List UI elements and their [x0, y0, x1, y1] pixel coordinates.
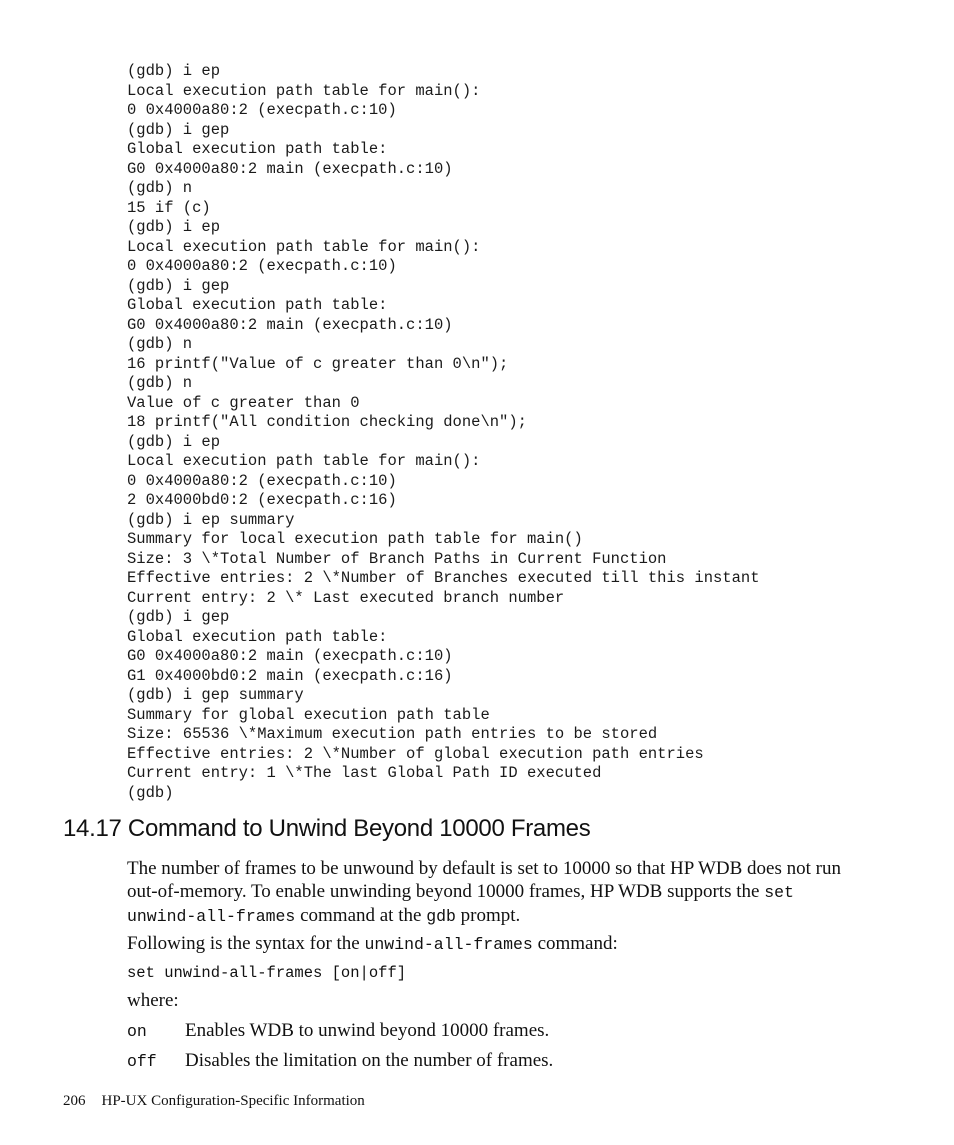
where-label: where: [127, 990, 179, 1011]
code-line: Summary for global execution path table [127, 705, 490, 724]
code-line: Value of c greater than 0 [127, 393, 360, 412]
page-number: 206 [63, 1093, 86, 1109]
section-heading: 14.17 Command to Unwind Beyond 10000 Frames [63, 815, 591, 842]
code-line: Local execution path table for main(): [127, 237, 481, 256]
unwind-all-frames-code: unwind-all-frames [364, 935, 533, 954]
code-line: Effective entries: 2 \*Number of global execution path entries [127, 744, 704, 763]
code-line: G0 0x4000a80:2 main (execpath.c:10) [127, 159, 453, 178]
code-line: (gdb) n [127, 374, 193, 392]
code-line: 18 printf("All condition checking done\n"); [127, 413, 527, 431]
code-line: 15 if (c) [127, 198, 211, 217]
definition-term: off [127, 1052, 157, 1071]
intro-paragraph [127, 857, 867, 928]
code-line: (gdb) i ep [127, 218, 221, 236]
syntax-intro-text-1: Following is the syntax for the [127, 933, 365, 954]
intro-text-1: The number of frames to be unwound by default is set to 10000 so that HP WDB does not run out-of-memory. To enable unwinding beyond 10000 frames, HP WDB supports the [127, 858, 841, 902]
code-line: Current entry: 1 \*The last Global Path ID executed [127, 764, 602, 782]
code-line: (gdb) i gep [127, 608, 230, 626]
code-line: G0 0x4000a80:2 main (execpath.c:10) [127, 647, 453, 665]
code-line: (gdb) i gep [127, 120, 230, 139]
syntax-intro-text-2: command: [532, 933, 618, 954]
code-line: (gdb) [127, 783, 174, 802]
code-line: Local execution path table for main(): [127, 452, 481, 470]
code-line: Effective entries: 2 \*Number of Branches executed till this instant [127, 569, 760, 587]
code-line: G0 0x4000a80:2 main (execpath.c:10) [127, 315, 453, 334]
gdb-code: gdb [426, 907, 456, 926]
set-unwind-all-frames-code: set unwind-all-frames [127, 883, 794, 926]
definition-description: Enables WDB to unwind beyond 10000 frames. [185, 1020, 550, 1041]
chapter-title: HP-UX Configuration-Specific Information [101, 1093, 365, 1109]
code-line: Global execution path table: [127, 627, 388, 646]
definition-term: on [127, 1022, 147, 1041]
code-line: G1 0x4000bd0:2 main (execpath.c:16) [127, 666, 453, 685]
code-line: Global execution path table: [127, 140, 388, 158]
code-line: 0 0x4000a80:2 (execpath.c:10) [127, 471, 397, 490]
code-line: (gdb) i gep summary [127, 686, 304, 704]
definition-description: Disables the limitation on the number of frames. [185, 1050, 554, 1071]
code-line: 2 0x4000bd0:2 (execpath.c:16) [127, 491, 397, 509]
code-line: Summary for local execution path table for main() [127, 530, 583, 548]
code-line: (gdb) n [127, 179, 193, 197]
code-line: (gdb) i ep [127, 62, 221, 80]
code-line: Size: 3 \*Total Number of Branch Paths in Current Function [127, 549, 667, 568]
intro-text-3: prompt. [455, 905, 521, 926]
intro-text-2: command at the [295, 905, 427, 926]
code-line: 0 0x4000a80:2 (execpath.c:10) [127, 101, 397, 119]
page-footer [63, 1093, 365, 1110]
code-line: Local execution path table for main(): [127, 81, 481, 100]
code-line: (gdb) i ep [127, 432, 221, 451]
code-line: Size: 65536 \*Maximum execution path entries to be stored [127, 725, 658, 743]
syntax-intro-paragraph [127, 932, 867, 956]
code-line: Current entry: 2 \* Last executed branch number [127, 588, 565, 607]
syntax-line: set unwind-all-frames [on|off] [127, 964, 407, 982]
code-line: 0 0x4000a80:2 (execpath.c:10) [127, 257, 397, 275]
code-line: (gdb) i ep summary [127, 510, 295, 529]
code-line: (gdb) i gep [127, 276, 230, 295]
definition-on [127, 1020, 549, 1042]
definition-off [127, 1050, 553, 1072]
code-line: (gdb) n [127, 335, 193, 353]
code-line: Global execution path table: [127, 296, 388, 314]
gdb-session-listing [127, 62, 760, 803]
code-line: 16 printf("Value of c greater than 0\n"); [127, 354, 509, 373]
